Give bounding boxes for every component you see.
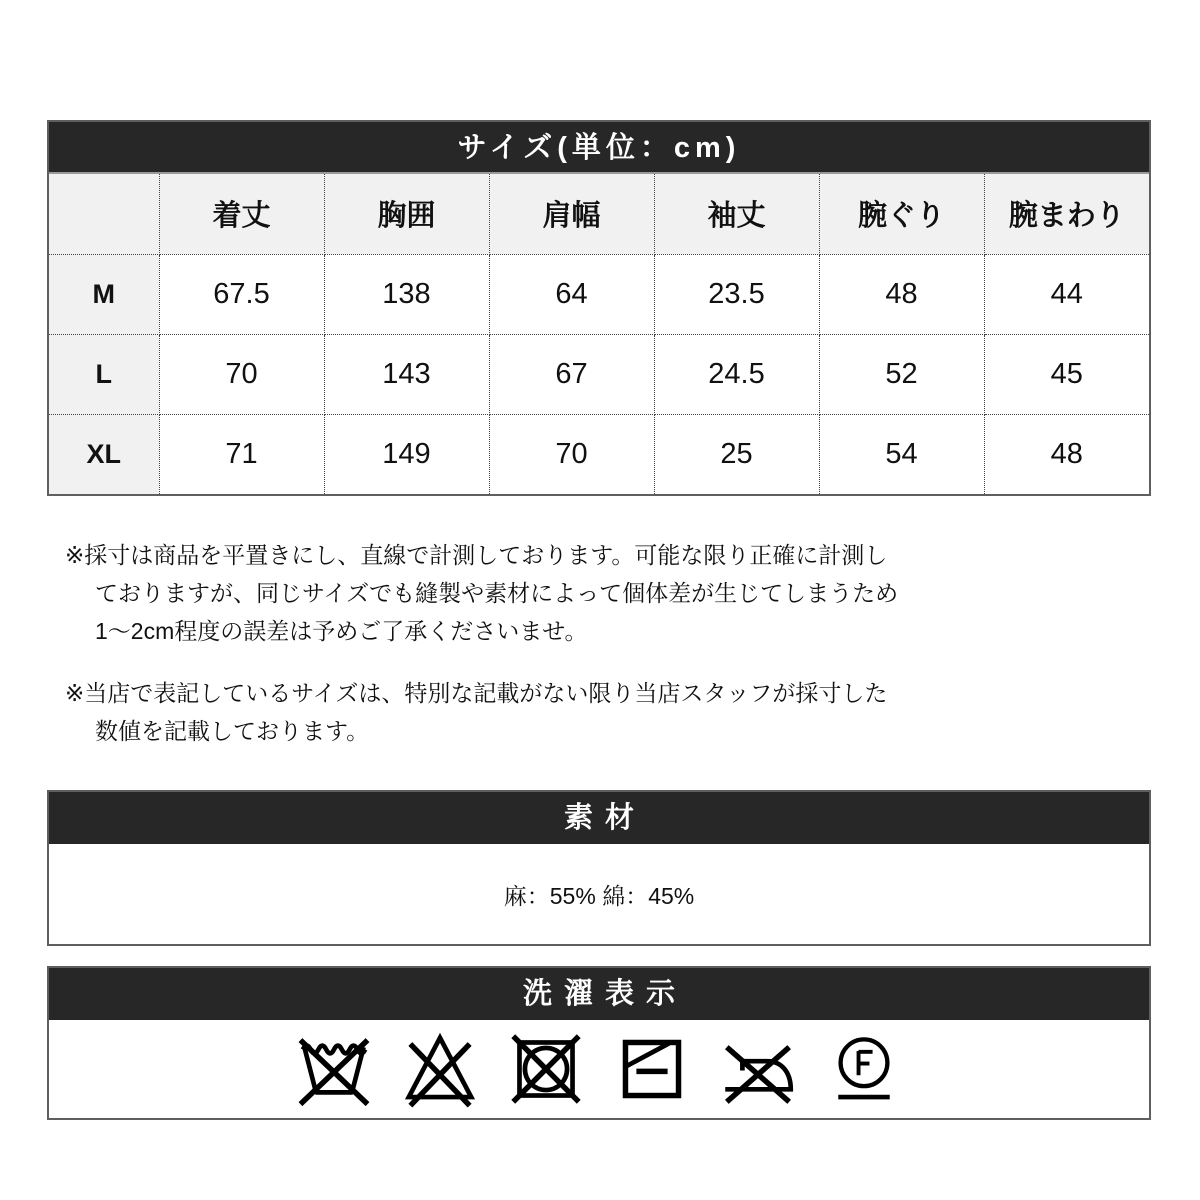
cell-value: 149 — [324, 414, 489, 494]
size-table — [49, 174, 1149, 494]
table-row-l — [49, 334, 1149, 414]
size-label: XL — [49, 414, 159, 494]
do-not-wash-icon — [295, 1030, 373, 1108]
cell-value: 143 — [324, 334, 489, 414]
cell-value: 48 — [984, 414, 1149, 494]
column-header-shoulder: 肩幅 — [489, 174, 654, 254]
cell-value: 54 — [819, 414, 984, 494]
dry-clean-petroleum-gentle-icon — [825, 1030, 903, 1108]
material-title: 素材 — [49, 792, 1149, 844]
do-not-tumble-dry-icon — [507, 1030, 585, 1108]
size-label: M — [49, 254, 159, 334]
staff-measured-note — [65, 674, 1200, 750]
column-header-length: 着丈 — [159, 174, 324, 254]
cell-value: 67 — [489, 334, 654, 414]
note-line: ※当店で表記しているサイズは、特別な記載がない限り当店スタッフが採寸した — [65, 680, 888, 706]
note-line: 1〜2cm程度の誤差は予めご了承くださいませ。 — [95, 618, 588, 644]
material-content: 麻：55% 綿：45% — [503, 882, 695, 909]
column-header-chest: 胸囲 — [324, 174, 489, 254]
size-table-section — [47, 120, 1151, 496]
cell-value: 23.5 — [654, 254, 819, 334]
table-row-xl — [49, 414, 1149, 494]
cell-value: 138 — [324, 254, 489, 334]
column-header-sleeve: 袖丈 — [654, 174, 819, 254]
size-chart-page — [0, 120, 1200, 1200]
size-table-title: サイズ(単位：cm) — [49, 122, 1149, 174]
measurement-note — [65, 536, 1200, 650]
cell-value: 70 — [489, 414, 654, 494]
table-row-m — [49, 254, 1149, 334]
cell-value: 48 — [819, 254, 984, 334]
note-line: ておりますが、同じサイズでも縫製や素材によって個体差が生じてしまうため — [95, 580, 899, 606]
size-table-header-row — [49, 174, 1149, 254]
size-label: L — [49, 334, 159, 414]
column-header-armhole: 腕ぐり — [819, 174, 984, 254]
cell-value: 64 — [489, 254, 654, 334]
cell-value: 70 — [159, 334, 324, 414]
cell-value: 52 — [819, 334, 984, 414]
laundry-symbols-row — [49, 1020, 1149, 1118]
cell-value: 25 — [654, 414, 819, 494]
size-column-corner-cell — [49, 174, 159, 254]
do-not-bleach-icon — [401, 1030, 479, 1108]
cell-value: 71 — [159, 414, 324, 494]
cell-value: 45 — [984, 334, 1149, 414]
column-header-arm-width: 腕まわり — [984, 174, 1149, 254]
laundry-title: 洗濯表示 — [49, 968, 1149, 1020]
note-line: 数値を記載しております。 — [95, 718, 370, 744]
dry-flat-in-shade-icon — [613, 1030, 691, 1108]
do-not-iron-icon — [719, 1030, 797, 1108]
cell-value: 24.5 — [654, 334, 819, 414]
cell-value: 44 — [984, 254, 1149, 334]
laundry-section — [47, 966, 1151, 1120]
note-line: ※採寸は商品を平置きにし、直線で計測しております。可能な限り正確に計測し — [65, 542, 888, 568]
cell-value: 67.5 — [159, 254, 324, 334]
material-section — [47, 790, 1151, 946]
